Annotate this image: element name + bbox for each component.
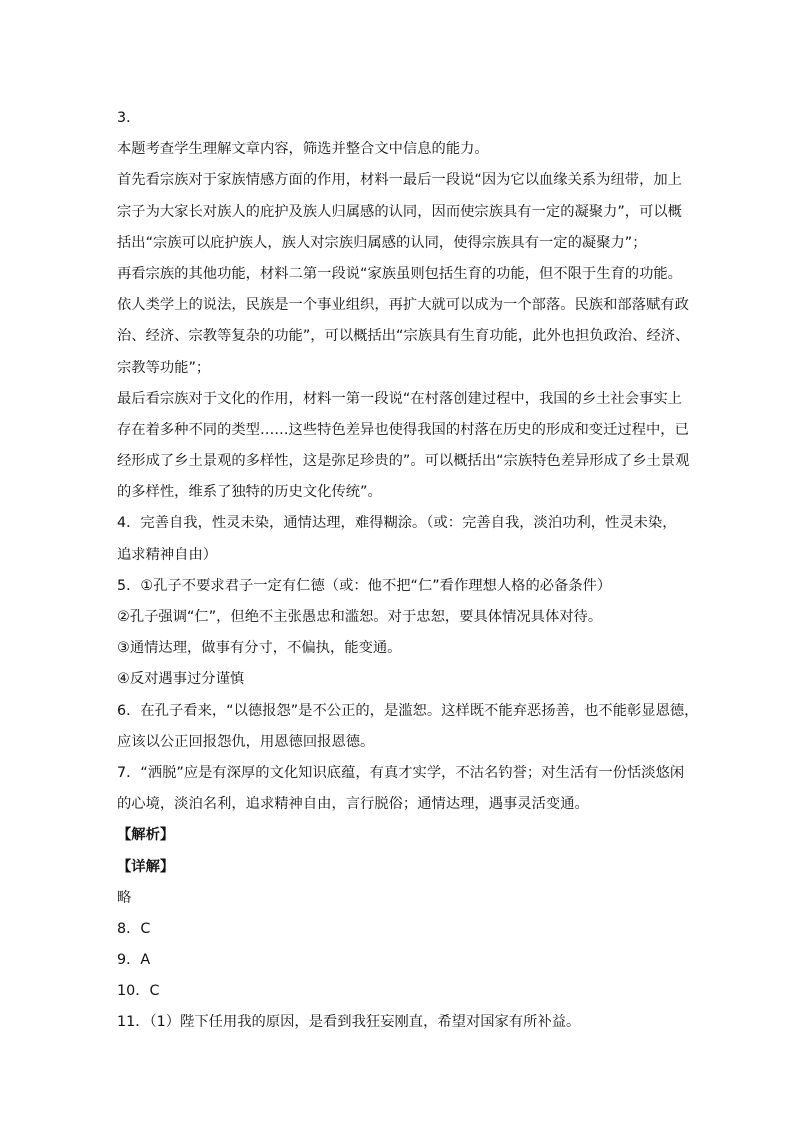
answer-content: [117, 103, 699, 1039]
answer-6: 6．在孔子看来，“以德报怨”是不公正的，是滥恕。这样既不能弃恶扬善，也不能彰显恩德，: [117, 702, 699, 719]
answer-4: 4．完善自我，性灵未染，通情达理，难得糊涂。（或：完善自我，淡泊功利，性灵未染，: [117, 515, 677, 532]
answer-11: 11．（1）陛下任用我的原因，是看到我狂妄刚直，希望对国家有所补益。: [117, 1014, 581, 1031]
text-line: 依人类学上的说法，民族是一个事业组织，再扩大就可以成为一个部落。民族和部落赋有政: [117, 297, 689, 314]
text-line: 首先看宗族对于家族情感方面的作用，材料一最后一段说“因为它以血缘关系为纽带，加上: [117, 172, 682, 189]
text-line: ③通情达理，做事有分寸，不偏执，能变通。: [117, 640, 402, 657]
text-line: 宗子为大家长对族人的庇护及族人归属感的认同，因而使宗族具有一定的凝聚力”，可以概: [117, 203, 682, 220]
text-line: 略: [117, 889, 132, 906]
text-line: 本题考查学生理解文章内容，筛选并整合文中信息的能力。: [117, 141, 489, 158]
text-line: 存在着多种不同的类型……这些特色差异也使得我国的村落在历史的形成和变迁过程中，已: [117, 421, 689, 438]
text-line: 再看宗族的其他功能，材料二第一段说“家族虽则包括生育的功能，但不限于生育的功能。: [117, 265, 682, 282]
answer-10: 10．C: [117, 983, 160, 1000]
text-line: 应该以公正回报怨仇，用恩德回报恩德。: [117, 733, 375, 750]
text-line: ②孔子强调“仁”，但绝不主张愚忠和滥恕。对于忠恕，要具体情况具体对待。: [117, 609, 603, 625]
text-line: 经形成了乡土景观的多样性，这是弥足珍贵的”。可以概括出“宗族特色差异形成了乡土景观: [117, 453, 690, 470]
text-line: 的心境，淡泊名利，追求精神自由，言行脱俗；通情达理，遇事灵活变通。: [117, 796, 589, 813]
answer-5: 5．①孔子不要求君子一定有仁德（或：他不把“仁”看作理想人格的必备条件）: [117, 577, 612, 594]
text-line: 最后看宗族对于文化的作用，材料一第一段说“在村落创建过程中，我国的乡土社会事实上: [117, 390, 682, 407]
text-line: ④反对遇事过分谨慎: [117, 671, 245, 688]
text-line: 治、经济、宗教等复杂的功能”，可以概括出“宗族具有生育功能，此外也担负政治、经济、: [117, 328, 690, 345]
answer-9: 9．A: [117, 952, 151, 969]
text-line: 括出“宗族可以庇护族人，族人对宗族归属感的认同，使得宗族具有一定的凝聚力”；: [117, 234, 647, 251]
answer-7: 7．“洒脱”应是有深厚的文化知识底蕴，有真才实学，不沽名钓誉；对生活有一份恬淡悠闲: [117, 764, 685, 781]
text-line: 追求精神自由）: [117, 546, 218, 563]
question-number-3: 3．: [117, 110, 141, 126]
detail-heading: 【详解】: [117, 858, 175, 875]
answer-8: 8．C: [117, 920, 151, 937]
text-line: 宗教等功能”；: [117, 359, 211, 376]
text-line: 的多样性，维系了独特的历史文化传统”。: [117, 484, 382, 501]
analysis-heading: 【解析】: [117, 827, 175, 844]
